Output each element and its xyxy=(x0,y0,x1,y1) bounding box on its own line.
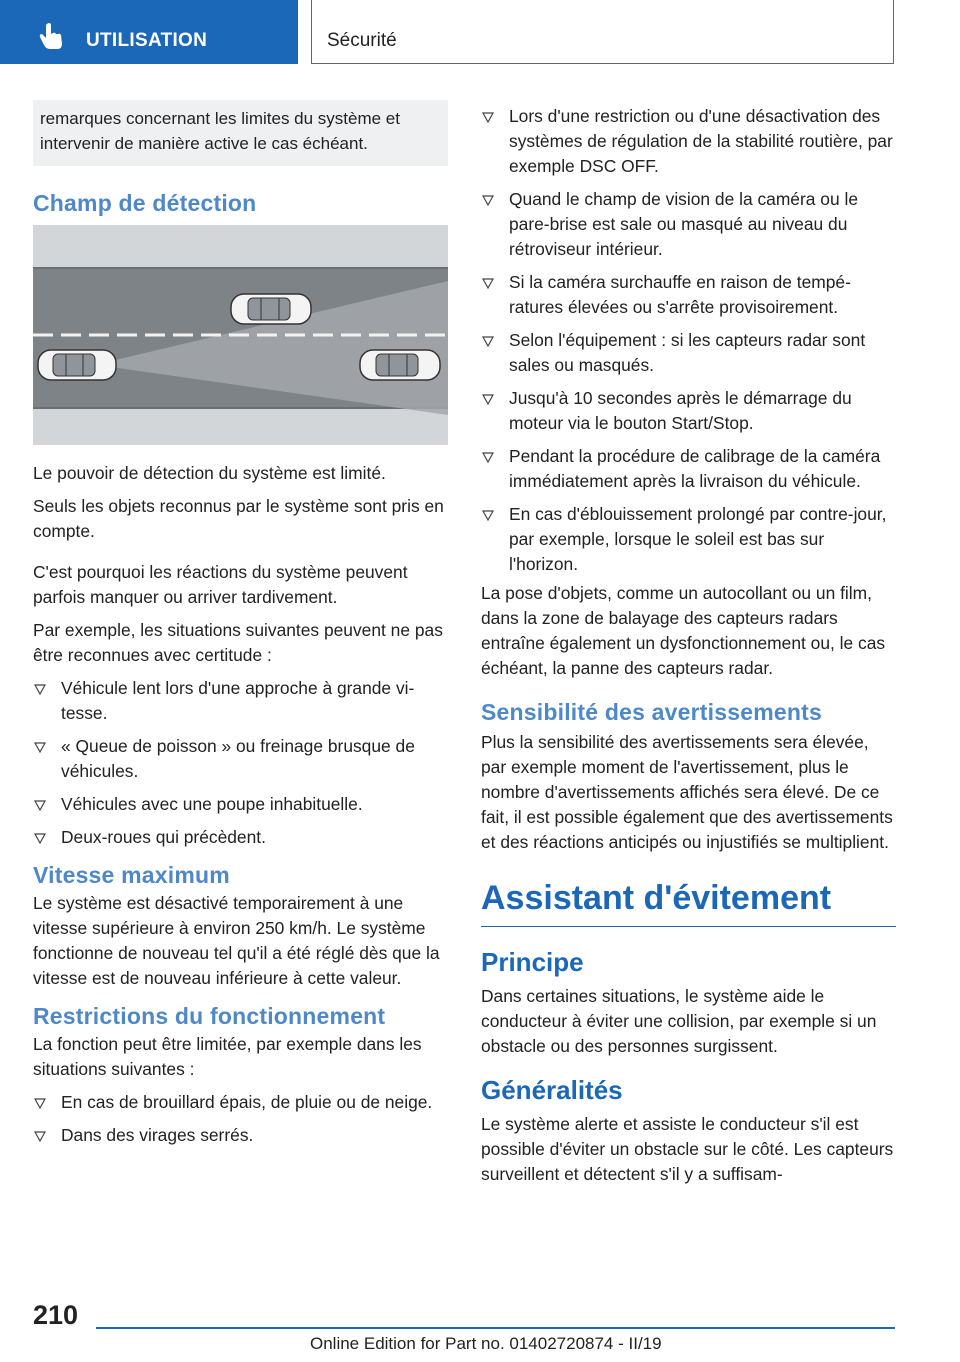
list-item xyxy=(33,734,448,784)
note-box xyxy=(33,100,448,166)
sensitivity-paragraph: Plus la sensibilité des avertissements sera élevée, par exemple moment de l'avertissement, plus le nombre d'avertissements affichés sera élevé. De ce fait, il est possible également que des avertissements et des réactions anticipés ou injustifiés se multiplient. xyxy=(481,732,893,852)
restrictions-intro: La fonction peut être limitée, par exemple dans les situations suivantes : xyxy=(33,1034,422,1079)
list-item xyxy=(481,502,896,577)
list-item xyxy=(33,825,448,850)
list-item-text: En cas de brouillard épais, de pluie ou de neige. xyxy=(61,1092,433,1112)
triangle-bullet-icon xyxy=(482,112,494,123)
general-heading: Généralités xyxy=(481,1075,623,1105)
triangle-bullet-icon xyxy=(482,336,494,347)
general-paragraph: Le système alerte et assiste le conducteur s'il est possible d'éviter un obstacle sur le côté. Les capteurs surveillent et détectent s'il y a suffisam- xyxy=(481,1114,894,1184)
triangle-bullet-icon xyxy=(482,278,494,289)
restrictions-heading: Restrictions du fonctionnement xyxy=(33,1003,386,1029)
triangle-bullet-icon xyxy=(482,510,494,521)
list-item-text: Véhicules avec une poupe inhabituelle. xyxy=(61,794,363,814)
sensitivity-heading: Sensibilité des avertissements xyxy=(481,699,822,725)
principle-heading: Principe xyxy=(481,947,584,977)
page-number: 210 xyxy=(33,1300,79,1330)
list-item xyxy=(481,270,896,320)
list-item xyxy=(481,444,896,494)
left-column xyxy=(33,100,448,1156)
list-item-text: Dans des virages serrés. xyxy=(61,1125,254,1145)
detection-paragraph-4: Par exemple, les situations suivantes peuvent ne pas être reconnues avec certitude : xyxy=(33,620,443,665)
restrictions-list-right xyxy=(481,104,896,577)
speed-heading: Vitesse maximum xyxy=(33,862,230,888)
section-tab-label: UTILISATION xyxy=(86,30,208,51)
list-item-text: Si la caméra surchauffe en raison de températures élevées ou s'arrête provisoirement. xyxy=(509,272,851,317)
list-item xyxy=(33,676,448,726)
car-left xyxy=(38,350,116,380)
detection-field-illustration xyxy=(33,225,448,445)
detection-heading: Champ de détection xyxy=(33,190,257,216)
footer-divider xyxy=(96,1327,895,1329)
list-item-text: Jusqu'à 10 secondes après le démarrage du moteur via le bouton Start/Stop. xyxy=(509,388,852,433)
detection-paragraph-1: Le pouvoir de détection du système est limité. xyxy=(33,463,386,483)
triangle-bullet-icon xyxy=(34,742,46,753)
list-item-text: En cas d'éblouissement prolongé par contre-jour, par exemple, lorsque le soleil est bas sur l'horizon. xyxy=(509,504,887,574)
car-top xyxy=(231,294,311,324)
road-scene-illustration xyxy=(33,225,448,445)
note-text: remarques concernant les limites du système et intervenir de manière active le cas échéant. xyxy=(40,109,400,153)
list-item xyxy=(481,187,896,262)
triangle-bullet-icon xyxy=(482,195,494,206)
topic-tab xyxy=(311,0,894,64)
list-item xyxy=(481,328,896,378)
section-tab xyxy=(0,0,298,64)
triangle-bullet-icon xyxy=(34,1098,46,1109)
topic-tab-label: Sécurité xyxy=(327,30,397,51)
list-item xyxy=(33,792,448,817)
list-item-text: Pendant la procédure de calibrage de la caméra immédiatement après la livraison du véhicule. xyxy=(509,446,881,491)
right-column xyxy=(481,100,896,1195)
list-item-text: Véhicule lent lors d'une approche à grande vitesse. xyxy=(61,678,415,723)
triangle-bullet-icon xyxy=(34,800,46,811)
triangle-bullet-icon xyxy=(34,684,46,695)
edition-text: Online Edition for Part no. 01402720874 - II/19 xyxy=(310,1334,662,1353)
list-item-text: Lors d'une restriction ou d'une désactivation des systèmes de régulation de la stabilité routière, par exemple DSC OFF. xyxy=(509,106,893,176)
list-item xyxy=(33,1123,448,1148)
speed-paragraph: Le système est désactivé temporairement à une vitesse supérieure à environ 250 km/h. Le système fonctionne de nouveau tel qu'il a été réglé dès que la vitesse est de nouveau inférieure à cette valeur. xyxy=(33,893,440,988)
principle-paragraph: Dans certaines situations, le système aide le conducteur à éviter une collision, par exemple si un obstacle ou des personnes surgissent. xyxy=(481,986,877,1056)
list-item xyxy=(481,104,896,179)
list-item-text: Deux-roues qui précèdent. xyxy=(61,827,266,847)
triangle-bullet-icon xyxy=(34,1131,46,1142)
car-right xyxy=(360,350,440,380)
list-item xyxy=(481,386,896,436)
detection-paragraph-3: C'est pourquoi les réactions du système peuvent parfois manquer ou arriver tardivement. xyxy=(33,562,408,607)
restrictions-after-paragraph: La pose d'objets, comme un autocollant ou un film, dans la zone de balayage des capteurs radars entraîne également un dysfonctionnement ou, le cas échéant, la panne des capteurs radar. xyxy=(481,583,886,678)
detection-paragraph-2: Seuls les objets reconnus par le système sont pris en compte. xyxy=(33,496,444,541)
list-item-text: Quand le champ de vision de la caméra ou le pare-brise est sale ou masqué au niveau du rétroviseur intérieur. xyxy=(509,189,858,259)
detection-list xyxy=(33,676,448,850)
triangle-bullet-icon xyxy=(482,452,494,463)
list-item xyxy=(33,1090,448,1115)
touch-hand-icon xyxy=(38,22,64,50)
list-item-text: « Queue de poisson » ou freinage brusque de véhicules. xyxy=(61,736,415,781)
list-item-text: Selon l'équipement : si les capteurs radar sont sales ou masqués. xyxy=(509,330,866,375)
assistant-heading: Assistant d'évitement xyxy=(481,879,896,927)
restrictions-list-left xyxy=(33,1090,448,1148)
triangle-bullet-icon xyxy=(482,394,494,405)
triangle-bullet-icon xyxy=(34,833,46,844)
